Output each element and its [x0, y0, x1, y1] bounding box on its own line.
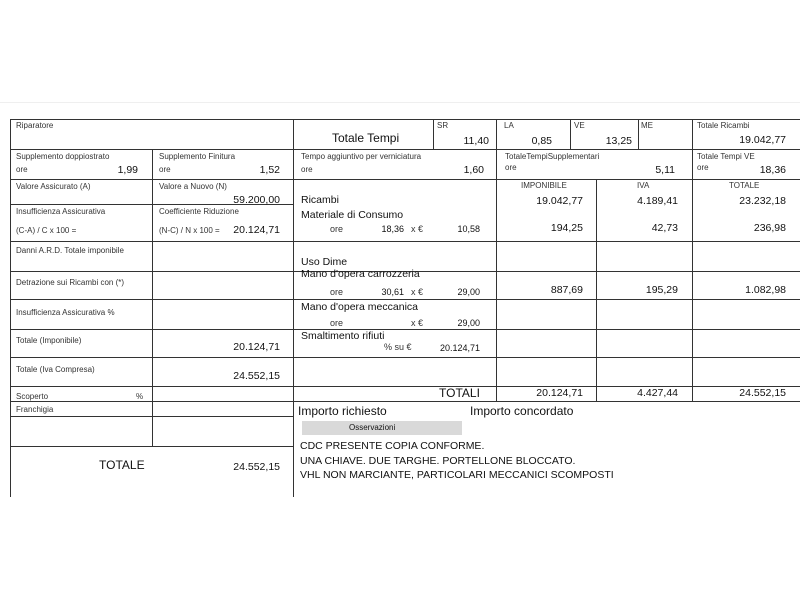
supp-doppiostrato-unit: ore	[16, 165, 28, 174]
observation-line: CDC PRESENTE COPIA CONFORME.	[300, 440, 485, 452]
tempi-ve-value: 18,36	[759, 164, 786, 176]
ricambi-label: Ricambi	[301, 194, 339, 206]
totale-header: TOTALE	[729, 181, 760, 190]
grid-line	[433, 119, 434, 149]
tempo-aggiuntivo-value: 1,60	[463, 164, 484, 176]
materiale-ore: 18,36	[381, 224, 404, 234]
danni-value: 20.124,71	[233, 224, 280, 236]
tempi-supp-value: 5,11	[655, 164, 675, 176]
imponibile-header: IMPONIBILE	[521, 181, 567, 190]
materiale-unit: ore	[330, 224, 344, 234]
ca-formula: (C-A) / C x 100 =	[16, 226, 77, 235]
grid-line	[10, 119, 800, 120]
carrozzeria-rate: 29,00	[457, 287, 480, 297]
importo-concordato-label: Importo concordato	[470, 404, 574, 418]
grid-line	[596, 179, 597, 401]
tempi-supp-label: TotaleTempiSupplementari	[505, 152, 600, 161]
grid-line	[10, 329, 800, 330]
grid-line	[10, 299, 800, 300]
valore-nuovo-label: Valore a Nuovo (N)	[159, 182, 227, 191]
totali-imponibile: 20.124,71	[536, 387, 583, 399]
osservazioni-label: Osservazioni	[349, 423, 396, 432]
observation-line: VHL NON MARCIANTE, PARTICOLARI MECCANICI SCOMPOSTI	[300, 469, 614, 481]
supp-doppiostrato-label: Supplemento doppiostrato	[16, 152, 110, 161]
sr-value: 11,40	[463, 135, 489, 147]
grid-line	[10, 119, 11, 497]
osservazioni-header	[302, 421, 462, 435]
supp-finitura-label: Supplemento Finitura	[159, 152, 236, 161]
supp-finitura-value: 1,52	[259, 164, 280, 176]
carrozzeria-label: Mano d'opera carrozzeria	[301, 268, 420, 280]
me-label: ME	[641, 121, 653, 130]
franchigia-label: Franchigia	[16, 405, 54, 414]
materiale-iva: 42,73	[651, 222, 678, 234]
scoperto-pct: %	[136, 392, 144, 401]
nc-formula: (N-C) / N x 100 =	[159, 226, 220, 235]
ricambi-totale: 23.232,18	[739, 195, 786, 207]
grid-line	[10, 446, 293, 447]
supp-doppiostrato-value: 1,99	[117, 164, 138, 176]
totali-iva: 4.427,44	[637, 387, 678, 399]
grid-line	[692, 119, 693, 401]
grid-line	[10, 179, 800, 180]
danni-label: Danni A.R.D. Totale imponibile	[16, 246, 124, 255]
carrozzeria-iva: 195,29	[645, 284, 678, 296]
totale-value: 24.552,15	[233, 461, 280, 473]
uso-dime-label: Uso Dime	[301, 256, 348, 268]
valore-nuovo-value: 59.200,00	[233, 194, 280, 206]
meccanica-unit: ore	[330, 318, 344, 328]
totali-label: TOTALI	[439, 386, 480, 400]
smaltimento-value: 20.124,71	[439, 343, 480, 353]
totale-imponibile-label: Totale (Imponibile)	[16, 336, 82, 345]
grid-line	[10, 357, 800, 358]
materiale-label: Materiale di Consumo	[301, 209, 404, 221]
smaltimento-pct: % su €	[384, 342, 412, 352]
carrozzeria-x: x €	[411, 287, 424, 297]
supp-finitura-unit: ore	[159, 165, 171, 174]
meccanica-x: x €	[411, 318, 424, 328]
tempi-ve-label: Totale Tempi VE	[697, 152, 755, 161]
grid-line	[638, 119, 639, 149]
materiale-rate: 10,58	[457, 224, 480, 234]
grid-line	[496, 119, 497, 401]
estimate-form	[10, 119, 800, 497]
grid-line	[152, 149, 153, 446]
tempi-supp-unit: ore	[505, 163, 517, 172]
tempo-aggiuntivo-label: Tempo aggiuntivo per verniciatura	[301, 152, 422, 161]
iva-header: IVA	[637, 181, 650, 190]
riparatore-label: Riparatore	[16, 121, 54, 130]
materiale-totale: 236,98	[753, 222, 786, 234]
smaltimento-label: Smaltimento rifiuti	[301, 330, 385, 342]
detrazione-label: Detrazione sui Ricambi con (*)	[16, 278, 125, 287]
carrozzeria-imponibile: 887,69	[550, 284, 583, 296]
carrozzeria-ore: 30,61	[381, 287, 404, 297]
valore-assicurato-label: Valore Assicurato (A)	[16, 182, 91, 191]
totali-totale: 24.552,15	[739, 387, 786, 399]
materiale-imponibile: 194,25	[550, 222, 583, 234]
insuff-pct-label: Insufficienza Assicurativa %	[16, 308, 115, 317]
grid-line	[293, 119, 294, 497]
totale-label: TOTALE	[99, 458, 145, 472]
totale-tempi-label: Totale Tempi	[332, 131, 400, 145]
grid-line	[10, 401, 800, 402]
la-value: 0,85	[531, 135, 552, 147]
materiale-x: x €	[411, 224, 424, 234]
tempo-aggiuntivo-unit: ore	[301, 165, 313, 174]
carrozzeria-totale: 1.082,98	[745, 284, 786, 296]
scoperto-label: Scoperto	[16, 392, 49, 401]
meccanica-label: Mano d'opera meccanica	[301, 301, 418, 313]
grid-line	[10, 149, 800, 150]
grid-line	[10, 386, 800, 387]
page-top-rule	[0, 102, 800, 103]
ve-value: 13,25	[605, 135, 632, 147]
carrozzeria-unit: ore	[330, 287, 344, 297]
totale-imponibile-value: 20.124,71	[233, 341, 280, 353]
totale-iva-label: Totale (Iva Compresa)	[16, 365, 95, 374]
observation-line: UNA CHIAVE. DUE TARGHE. PORTELLONE BLOCCATO.	[300, 455, 576, 467]
la-label: LA	[504, 121, 514, 130]
tempi-ve-unit: ore	[697, 163, 709, 172]
sr-label: SR	[437, 121, 449, 130]
ricambi-iva: 4.189,41	[637, 195, 678, 207]
importo-richiesto-label: Importo richiesto	[298, 404, 387, 418]
ve-label: VE	[574, 121, 585, 130]
grid-line	[570, 119, 571, 149]
totale-ricambi-value: 19.042,77	[739, 134, 786, 146]
totale-iva-value: 24.552,15	[233, 370, 280, 382]
insufficienza-label: Insufficienza Assicurativa	[16, 207, 106, 216]
meccanica-rate: 29,00	[457, 318, 480, 328]
totale-ricambi-label: Totale Ricambi	[697, 121, 750, 130]
grid-line	[10, 241, 800, 242]
ricambi-imponibile: 19.042,77	[536, 195, 583, 207]
coefficiente-label: Coefficiente Riduzione	[159, 207, 239, 216]
